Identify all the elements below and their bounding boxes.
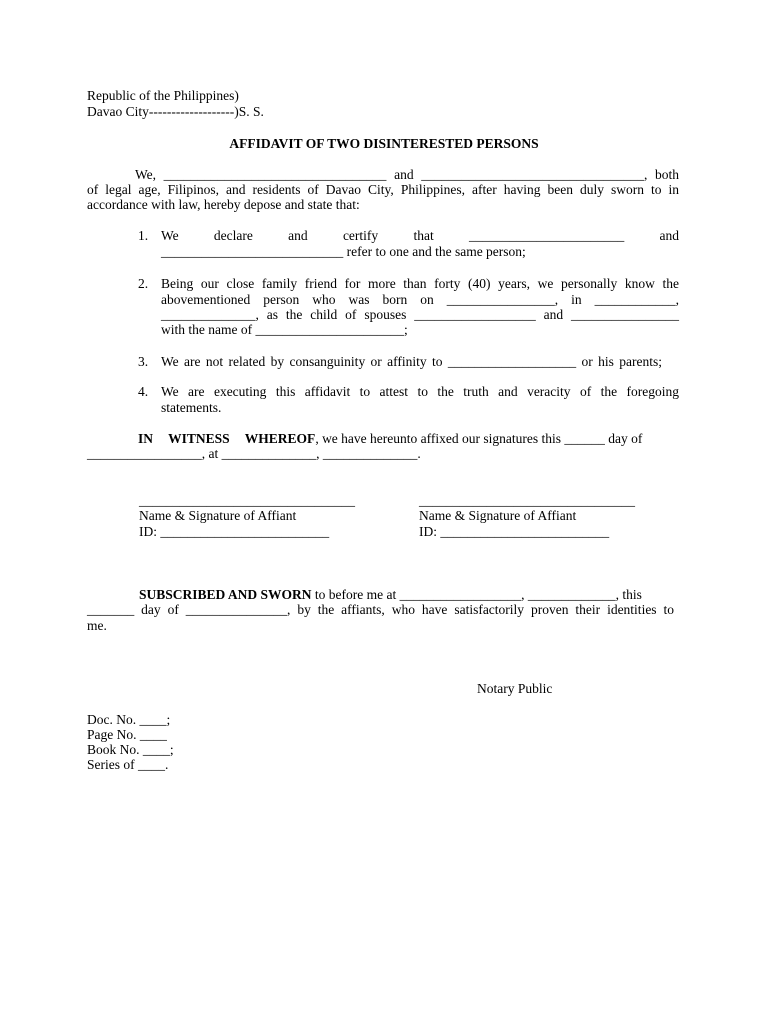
subscribed-line-1	[139, 587, 642, 603]
item-2-line-4: with the name of ______________________;	[161, 322, 408, 337]
header-republic: Republic of the Philippines)	[87, 88, 239, 103]
item-4-line-1: We are executing this affidavit to attest to the truth and veracity of the foregoing	[161, 384, 679, 399]
item-2-line-1: Being our close family friend for more than forty (40) years, we personally know the	[161, 276, 679, 291]
signature-line-2: ________________________________	[419, 493, 635, 508]
doc-number: Doc. No. ____;	[87, 712, 171, 727]
item-1-number: 1.	[138, 228, 149, 243]
notary-public-label: Notary Public	[477, 681, 553, 696]
book-number: Book No. ____;	[87, 742, 174, 757]
witness-line-1-rest: , we have hereunto affixed our signatures this ______ day of	[315, 431, 643, 446]
item-1-line-1: We declare and certify that _______________________ and	[161, 228, 679, 243]
item-2-line-3: ______________, as the child of spouses __________________ and ________________	[161, 307, 679, 322]
signature-id-1: ID: _________________________	[139, 524, 330, 539]
subscribed-line-2: _______ day of _______________, by the affiants, who have satisfactorily proven their identities to	[87, 602, 674, 617]
intro-line-1: We, _________________________________ and _________________________________, both	[135, 167, 679, 182]
signature-label-2: Name & Signature of Affiant	[419, 508, 577, 523]
signature-label-1: Name & Signature of Affiant	[139, 508, 297, 523]
witness-bold: IN WITNESS WHEREOF	[138, 431, 316, 446]
item-3-number: 3.	[138, 354, 149, 369]
subscribed-line-1-rest: to before me at __________________, _____________, this	[311, 587, 642, 602]
page-number: Page No. ____	[87, 727, 167, 742]
series-of: Series of ____.	[87, 757, 169, 772]
item-4-line-2: statements.	[161, 400, 222, 415]
item-2-line-2: abovementioned person who was born on ________________, in ____________,	[161, 292, 679, 307]
intro-line-3: accordance with law, hereby depose and state that:	[87, 197, 360, 212]
document-title: AFFIDAVIT OF TWO DISINTERESTED PERSONS	[229, 136, 539, 151]
intro-line-2: of legal age, Filipinos, and residents of Davao City, Philippines, after having been duly sworn to in	[87, 182, 679, 197]
signature-line-1: ________________________________	[139, 493, 355, 508]
witness-line-2: _________________, at ______________, ______________.	[87, 446, 421, 461]
item-2-number: 2.	[138, 276, 149, 291]
item-1-line-2: ___________________________ refer to one and the same person;	[161, 244, 526, 259]
item-3-line-1: We are not related by consanguinity or affinity to ___________________ or his parents;	[161, 354, 662, 369]
signature-id-2: ID: _________________________	[419, 524, 610, 539]
header-city: Davao City-------------------)S. S.	[87, 104, 264, 119]
subscribed-line-3: me.	[87, 618, 107, 633]
subscribed-bold: SUBSCRIBED AND SWORN	[139, 587, 312, 602]
item-4-number: 4.	[138, 384, 149, 399]
witness-line-1	[138, 431, 642, 447]
